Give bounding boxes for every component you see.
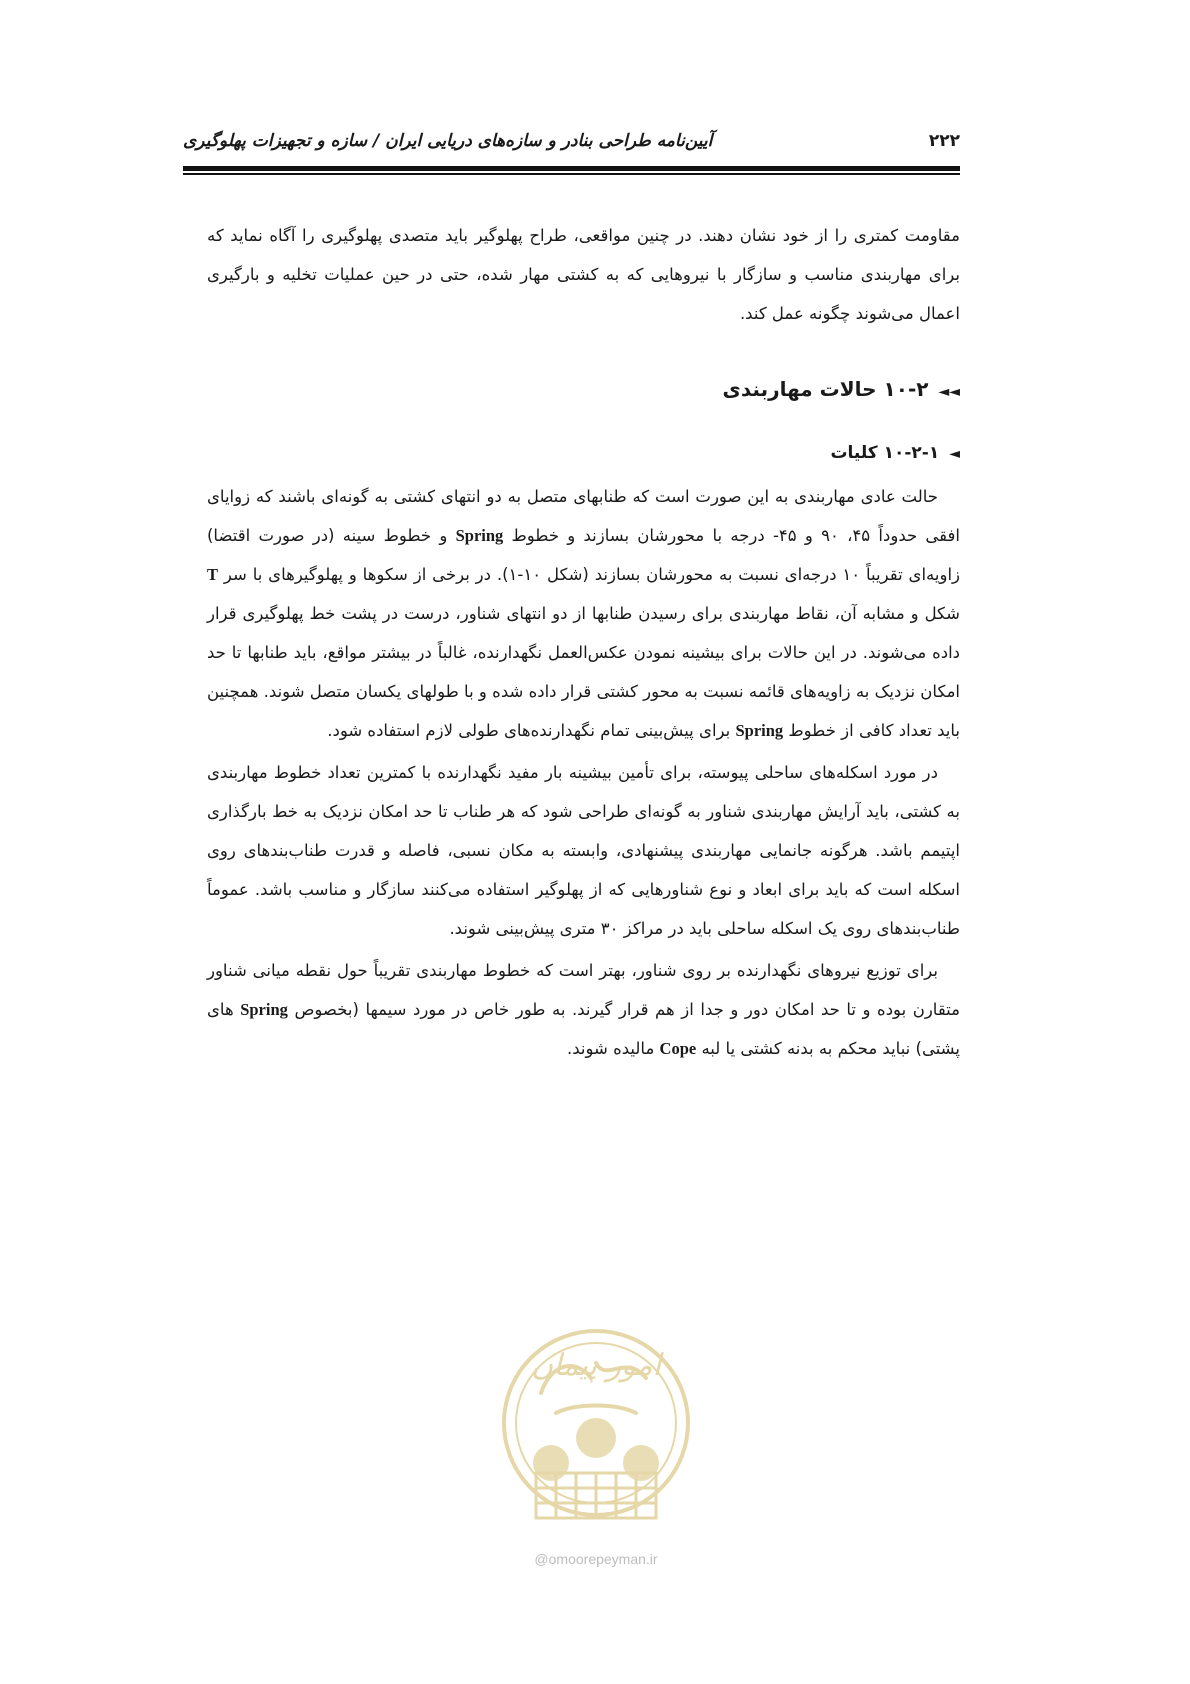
header-rule-thick: [183, 166, 960, 171]
paragraph-1-text-b: و خطوط سینه (در صورت اقتضا) زاویه‌ای تقریباً ۱۰ درجه‌ای نسبت به محورشان بسازند (شکل ۱۰-۱). در برخی از سکوها و پهلوگیرهای با سر: [207, 526, 961, 584]
subsection-title: ۱۰-۲-۱ کلیات: [830, 443, 940, 463]
running-title: آیین‌نامه طراحی بنادر و سازه‌های دریایی ایران / سازه و تجهیزات پهلوگیری: [183, 131, 713, 151]
logo-text: امور پیمان: [531, 1348, 661, 1383]
header-rule-thin: [183, 173, 960, 175]
paragraph-1-text-c: شکل و مشابه آن، نقاط مهاربندی برای رسیدن طنابها از دو انتهای شناور، درست در پشت خط پهلوگیری قرار داده می‌شوند. در این حالات برای بیشینه نمودن عکس‌العمل نگهدارنده، غالباً در بیشتر مواقع، باید طنابها تا حد امکان نزدیک به زاویه‌های قائمه نسبت به محور کشتی قرار داده شده و با طولهای یکسان متصل شوند. همچنین باید تعداد کافی از خطوط: [207, 604, 960, 740]
intro-paragraph: مقاومت کمتری را از خود نشان دهند. در چنین مواقعی، طراح پهلوگیر باید متصدی پهلوگیری را آگاه نماید که برای مهاربندی مناسب و سازگار با نیروهایی که به کشتی مهار شده، حتی در حین عملیات تخلیه و بارگیری اعمال می‌شوند چگونه عمل کند.: [207, 226, 960, 323]
paragraph-3-text-a: برای توزیع نیروهای نگهدارنده بر روی شناور، بهتر است که خطوط مهاربندی تقریباً حول نقطه میانی شناور متقارن بوده و تا حد امکان دور و جدا از هم قرار گیرند. به طور خاص در مورد سیمها (بخصوص: [207, 961, 960, 1019]
term-spring: Spring: [735, 721, 784, 740]
page-number: ۲۲۲: [928, 131, 960, 151]
term-spring: Spring: [240, 1000, 288, 1019]
paragraph-1-text-d: برای پیش‌بینی تمام نگهدارنده‌های طولی لازم استفاده شود.: [327, 721, 736, 740]
term-spring: Spring: [455, 526, 504, 545]
paragraph-mooring-general: [207, 477, 960, 750]
seal-icon: [496, 1323, 696, 1545]
paragraph-continuous-quays: در مورد اسکله‌های ساحلی پیوسته، برای تأمین بیشینه بار مفید نگهدارنده با کمترین تعداد خطوط مهاربندی به کشتی، باید آرایش مهاربندی شناور به گونه‌ای طراحی شود که هر طناب تا حد امکان نزدیک به خط بارگذاری اپتیمم باشد. هرگونه جانمایی مهاربندی پیشنهادی، وابسته به مکان نسبی، فاصله و قدرت طناب‌بندهای روی اسکله است که باید برای ابعاد و نوع شناورهایی که از پهلوگیر استفاده می‌کنند سازگار و مناسب باشد. عموماً طناب‌بندهای روی یک اسکله ساحلی باید در مراکز ۳۰ متری پیش‌بینی شوند.: [207, 763, 960, 938]
term-cope: Cope: [659, 1039, 697, 1058]
paragraph-3-text-b: های پشتی) نباید محکم به بدنه کشتی یا لبه: [207, 1000, 960, 1058]
double-arrow-icon: ◄◄: [938, 384, 960, 400]
section-heading: [207, 369, 960, 412]
body-text: [207, 216, 960, 1068]
paragraph-1-text-a: حالت عادی مهاربندی به این صورت است که طنابهای متصل به دو انتهای کشتی به گونه‌ای باشند که زوایای افقی حدوداً ۴۵، ۹۰ و ۴۵- درجه با محورشان بسازند و خطوط: [207, 487, 960, 545]
term-t: T: [207, 565, 219, 584]
arrow-icon: ◄: [949, 446, 960, 462]
watermark-logo: [496, 1323, 696, 1567]
subsection-heading: [207, 434, 960, 473]
page-header: [183, 128, 960, 162]
watermark-url: @omoorepeyman.ir: [534, 1551, 658, 1567]
paragraph-load-distribution: [207, 951, 960, 1068]
paragraph-3-text-c: مالیده شوند.: [567, 1039, 660, 1058]
section-title: ۱۰-۲ حالات مهاربندی: [722, 377, 929, 401]
